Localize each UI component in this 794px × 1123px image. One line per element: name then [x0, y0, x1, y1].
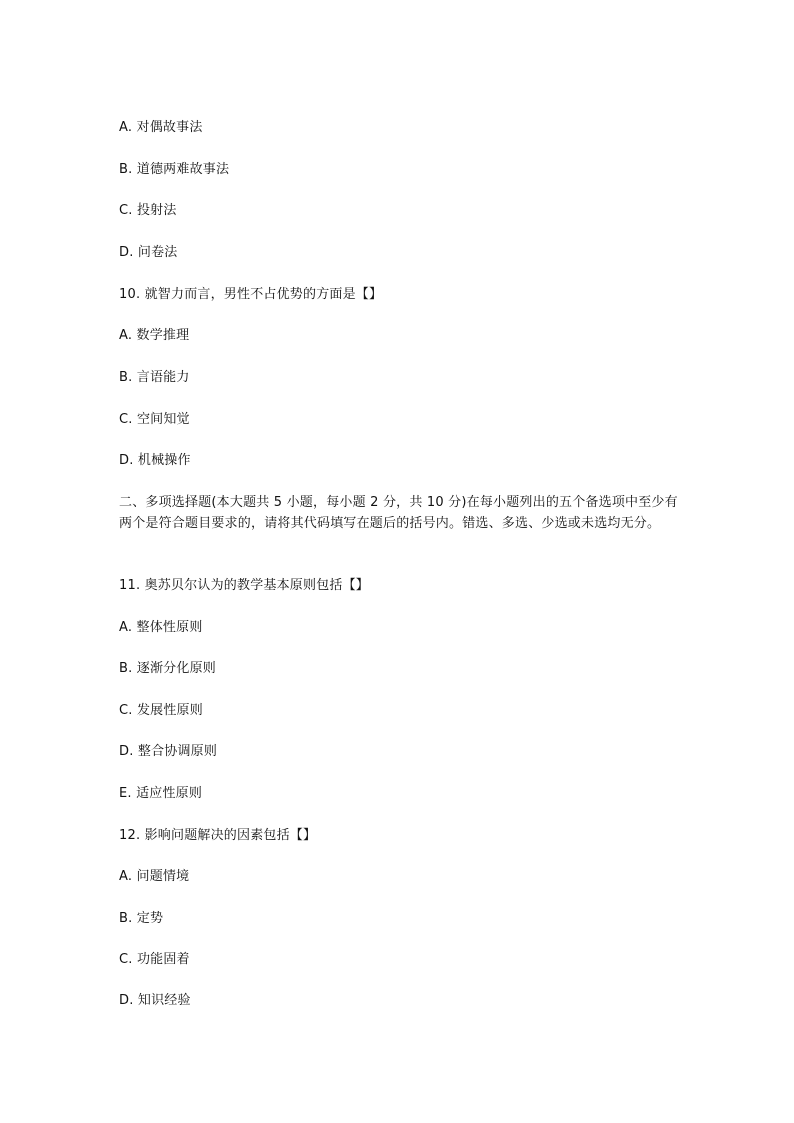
option-q11-a: A. 整体性原则	[119, 620, 203, 635]
option-q9-c: C. 投射法	[119, 203, 177, 218]
option-q11-d: D. 整合协调原则	[119, 744, 218, 759]
question-11: 11. 奥苏贝尔认为的教学基本原则包括【】	[119, 578, 370, 593]
option-q9-d: D. 问卷法	[119, 245, 178, 260]
option-q12-a: A. 问题情境	[119, 869, 190, 884]
option-q12-b: B. 定势	[119, 911, 164, 926]
question-10: 10. 就智力而言，男性不占优势的方面是【】	[119, 287, 383, 302]
option-q11-b: B. 逐渐分化原则	[119, 661, 216, 676]
question-12: 12. 影响问题解决的因素包括【】	[119, 828, 317, 843]
option-q12-d: D. 知识经验	[119, 993, 191, 1008]
option-q9-b: B. 道德两难故事法	[119, 162, 230, 177]
section-heading-multiple-choice: 二、多项选择题(本大题共 5 小题，每小题 2 分，共 10 分)在每小题列出的五个备选项中至少有两个是符合题目要求的，请将其代码填写在题后的括号内。错选、多选、少选或未选均无分。	[119, 495, 678, 531]
option-q10-c: C. 空间知觉	[119, 412, 190, 427]
option-q12-c: C. 功能固着	[119, 952, 190, 967]
option-q11-c: C. 发展性原则	[119, 703, 203, 718]
option-q10-d: D. 机械操作	[119, 453, 191, 468]
option-q10-a: A. 数学推理	[119, 328, 190, 343]
option-q9-a: A. 对偶故事法	[119, 120, 203, 135]
option-q11-e: E. 适应性原则	[119, 786, 203, 801]
option-q10-b: B. 言语能力	[119, 370, 190, 385]
